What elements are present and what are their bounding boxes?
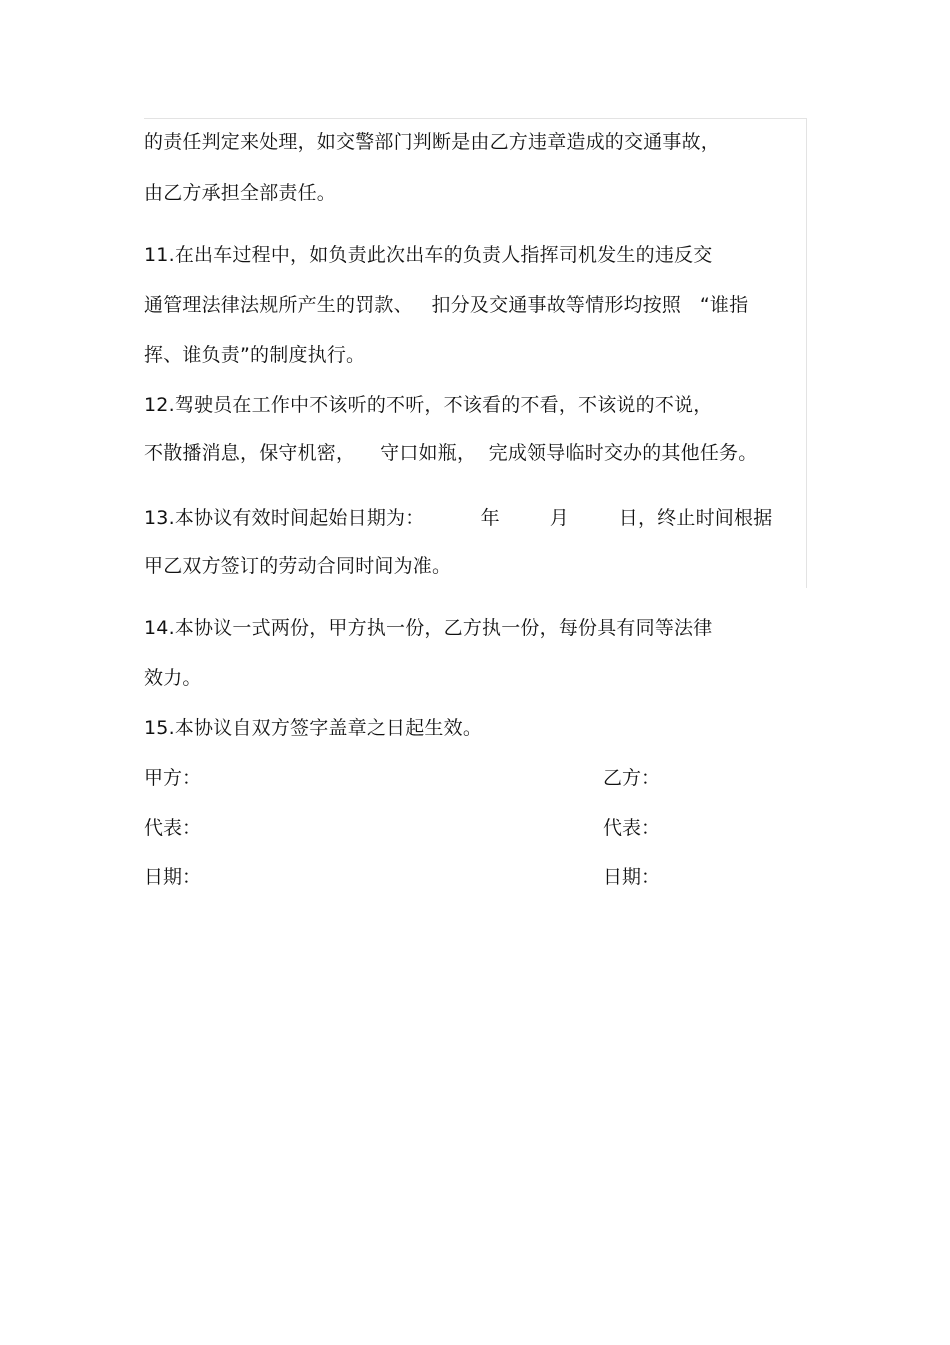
clause-12-line-2: 不散播消息，保守机密， 守口如瓶， 完成领导临时交办的其他任务。 — [144, 442, 758, 464]
date-a-label: 日期： — [144, 866, 202, 888]
clause-14-line-1: 14.本协议一式两份，甲方执一份，乙方执一份，每份具有同等法律 — [144, 617, 713, 639]
clause-11-line-3: 挥、谁负责”的制度执行。 — [144, 344, 366, 366]
party-a-label: 甲方： — [144, 767, 202, 789]
date-b-label: 日期： — [603, 866, 661, 888]
party-b-label: 乙方： — [603, 767, 661, 789]
clause-14-line-2: 效力。 — [144, 667, 202, 689]
clause-11-line-1: 11.在出车过程中，如负责此次出车的负责人指挥司机发生的违反交 — [144, 244, 713, 266]
clause-13-line-2: 甲乙双方签订的劳动合同时间为准。 — [144, 555, 452, 577]
representative-a-label: 代表： — [144, 817, 202, 839]
frame-right-border — [806, 118, 807, 588]
frame-top-border — [144, 118, 807, 119]
clause-11-line-2: 通管理法律法规所产生的罚款、 扣分及交通事故等情形均按照 “谁指 — [144, 294, 749, 316]
clause-12-line-1: 12.驾驶员在工作中不该听的不听，不该看的不看，不该说的不说， — [144, 394, 713, 416]
clause-10-line-2: 的责任判定来处理，如交警部门判断是由乙方违章造成的交通事故， — [144, 131, 721, 153]
clause-15-line-1: 15.本协议自双方签字盖章之日起生效。 — [144, 717, 483, 739]
clause-13-line-1: 13.本协议有效时间起始日期为： 年 月 日，终止时间根据 — [144, 507, 773, 529]
clause-10-line-3: 由乙方承担全部责任。 — [144, 182, 337, 204]
representative-b-label: 代表： — [603, 817, 661, 839]
